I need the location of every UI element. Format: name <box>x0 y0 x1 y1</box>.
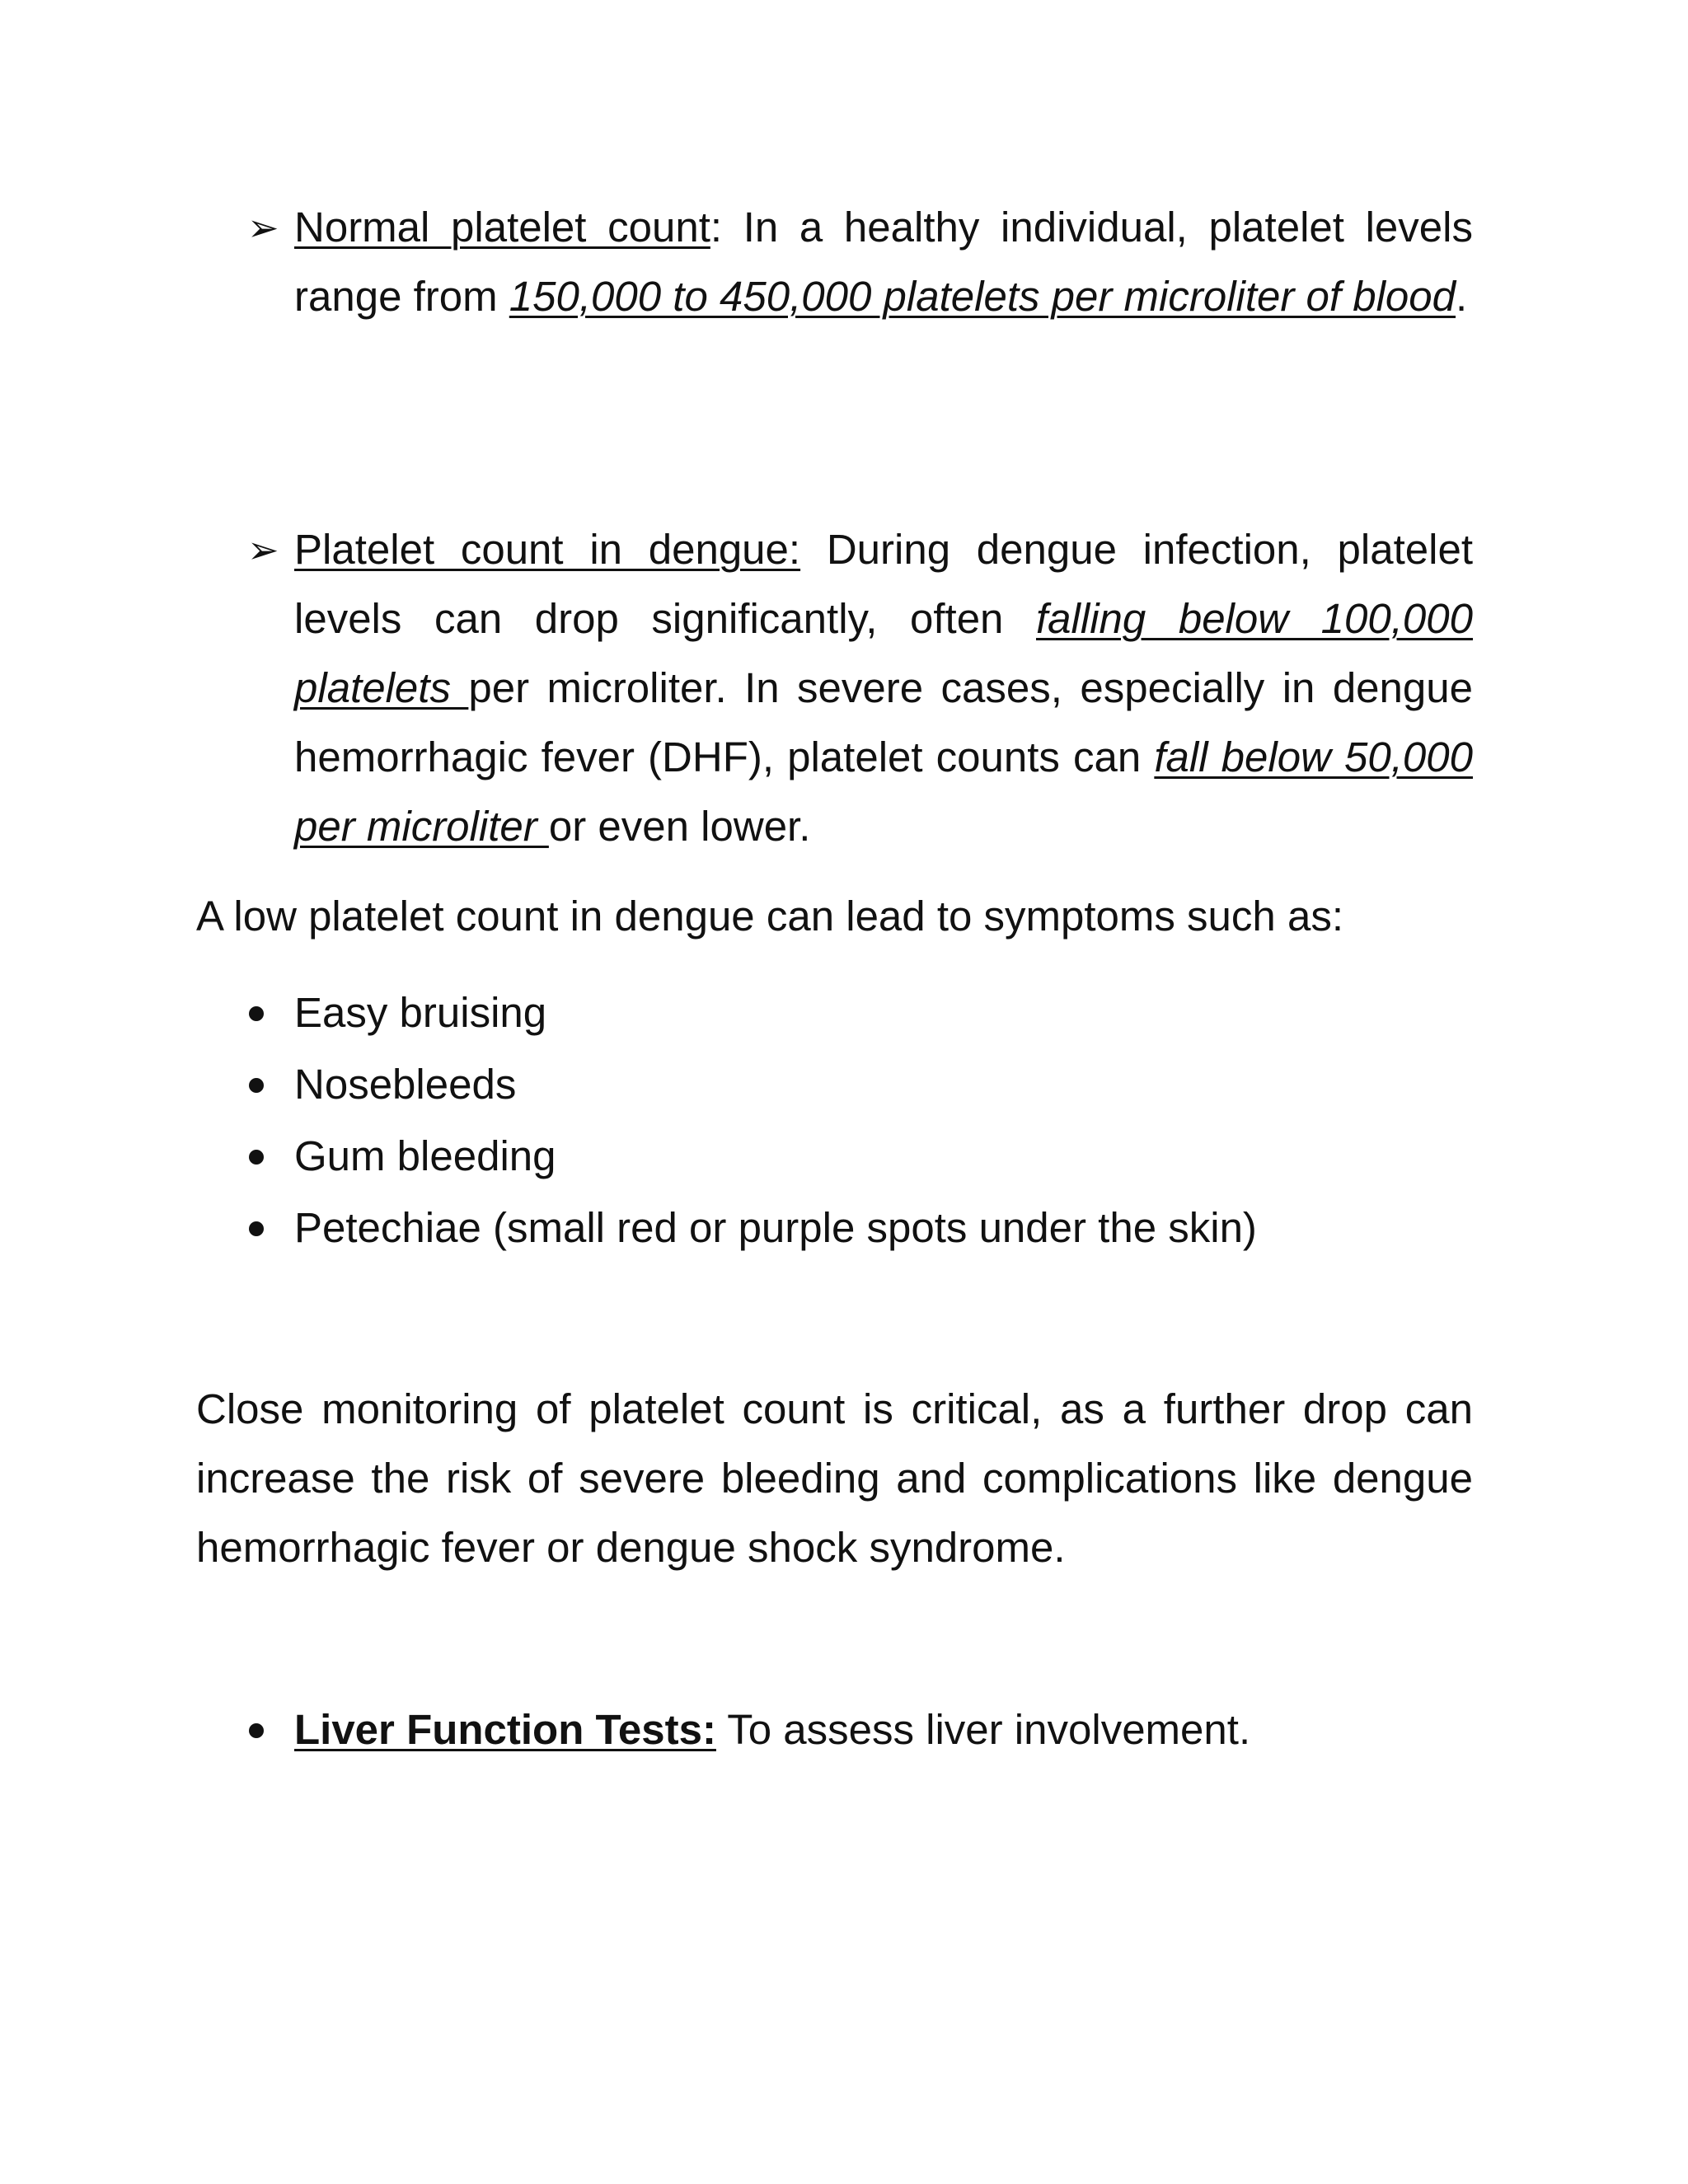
list-item <box>196 1120 1473 1192</box>
dengue-platelet-emph-1: falling below 100,000 platelets <box>294 595 1474 711</box>
symptom-list <box>196 977 1473 1263</box>
liver-function-text <box>294 1694 1250 1765</box>
arrow-bullet-icon: ➢ <box>247 206 279 249</box>
arrow-bullet-icon: ➢ <box>247 528 279 571</box>
bullet-dot-icon <box>249 1078 264 1093</box>
list-item <box>196 1192 1473 1263</box>
symptoms-intro: A low platelet count in dengue can lead to symptoms such as: <box>196 893 1343 940</box>
dengue-platelet-paragraph <box>294 515 1473 861</box>
bullet-dot-icon <box>249 1221 264 1236</box>
dengue-platelet-text: During dengue infection, platelet levels can drop significantly, often <box>294 526 1473 642</box>
monitoring-paragraph: Close monitoring of platelet count is critical, as a further drop can increase the risk of severe bleeding and complications like dengue hemorrhagic fever or dengue shock syndrome. <box>196 1385 1473 1571</box>
normal-platelet-heading: Normal platelet count <box>294 204 710 251</box>
bullet-dot-icon <box>249 1723 264 1738</box>
list-item-text: Easy bruising <box>294 989 547 1036</box>
normal-platelet-text: : In a healthy individual, platelet levels range from <box>294 204 1473 320</box>
dengue-platelet-emph-2: fall below 50,000 per microliter <box>294 733 1473 850</box>
bullet-dot-icon <box>249 1006 264 1021</box>
liver-function-desc: To assess liver involvement. <box>715 1706 1251 1753</box>
dengue-platelet-mid: per microliter. In severe cases, especially in dengue hemorrhagic fever (DHF), platelet counts can <box>294 664 1474 780</box>
bullet-dot-icon <box>249 1150 264 1165</box>
normal-platelet-tail: . <box>1456 273 1468 320</box>
list-item <box>196 977 1473 1048</box>
list-item-text: Gum bleeding <box>294 1132 556 1179</box>
normal-platelet-range: 150,000 to 450,000 platelets per microliter of blood <box>509 273 1456 320</box>
normal-platelet-paragraph <box>294 193 1473 331</box>
list-item-text: Nosebleeds <box>294 1061 517 1108</box>
dengue-platelet-tail: or even lower. <box>548 803 811 850</box>
list-item-text: Petechiae (small red or purple spots under the skin) <box>294 1204 1257 1251</box>
liver-function-item <box>196 1694 1473 1765</box>
list-item <box>196 1048 1473 1120</box>
liver-function-heading: Liver Function Tests: <box>294 1706 716 1753</box>
dengue-platelet-heading: Platelet count in dengue: <box>294 526 801 573</box>
